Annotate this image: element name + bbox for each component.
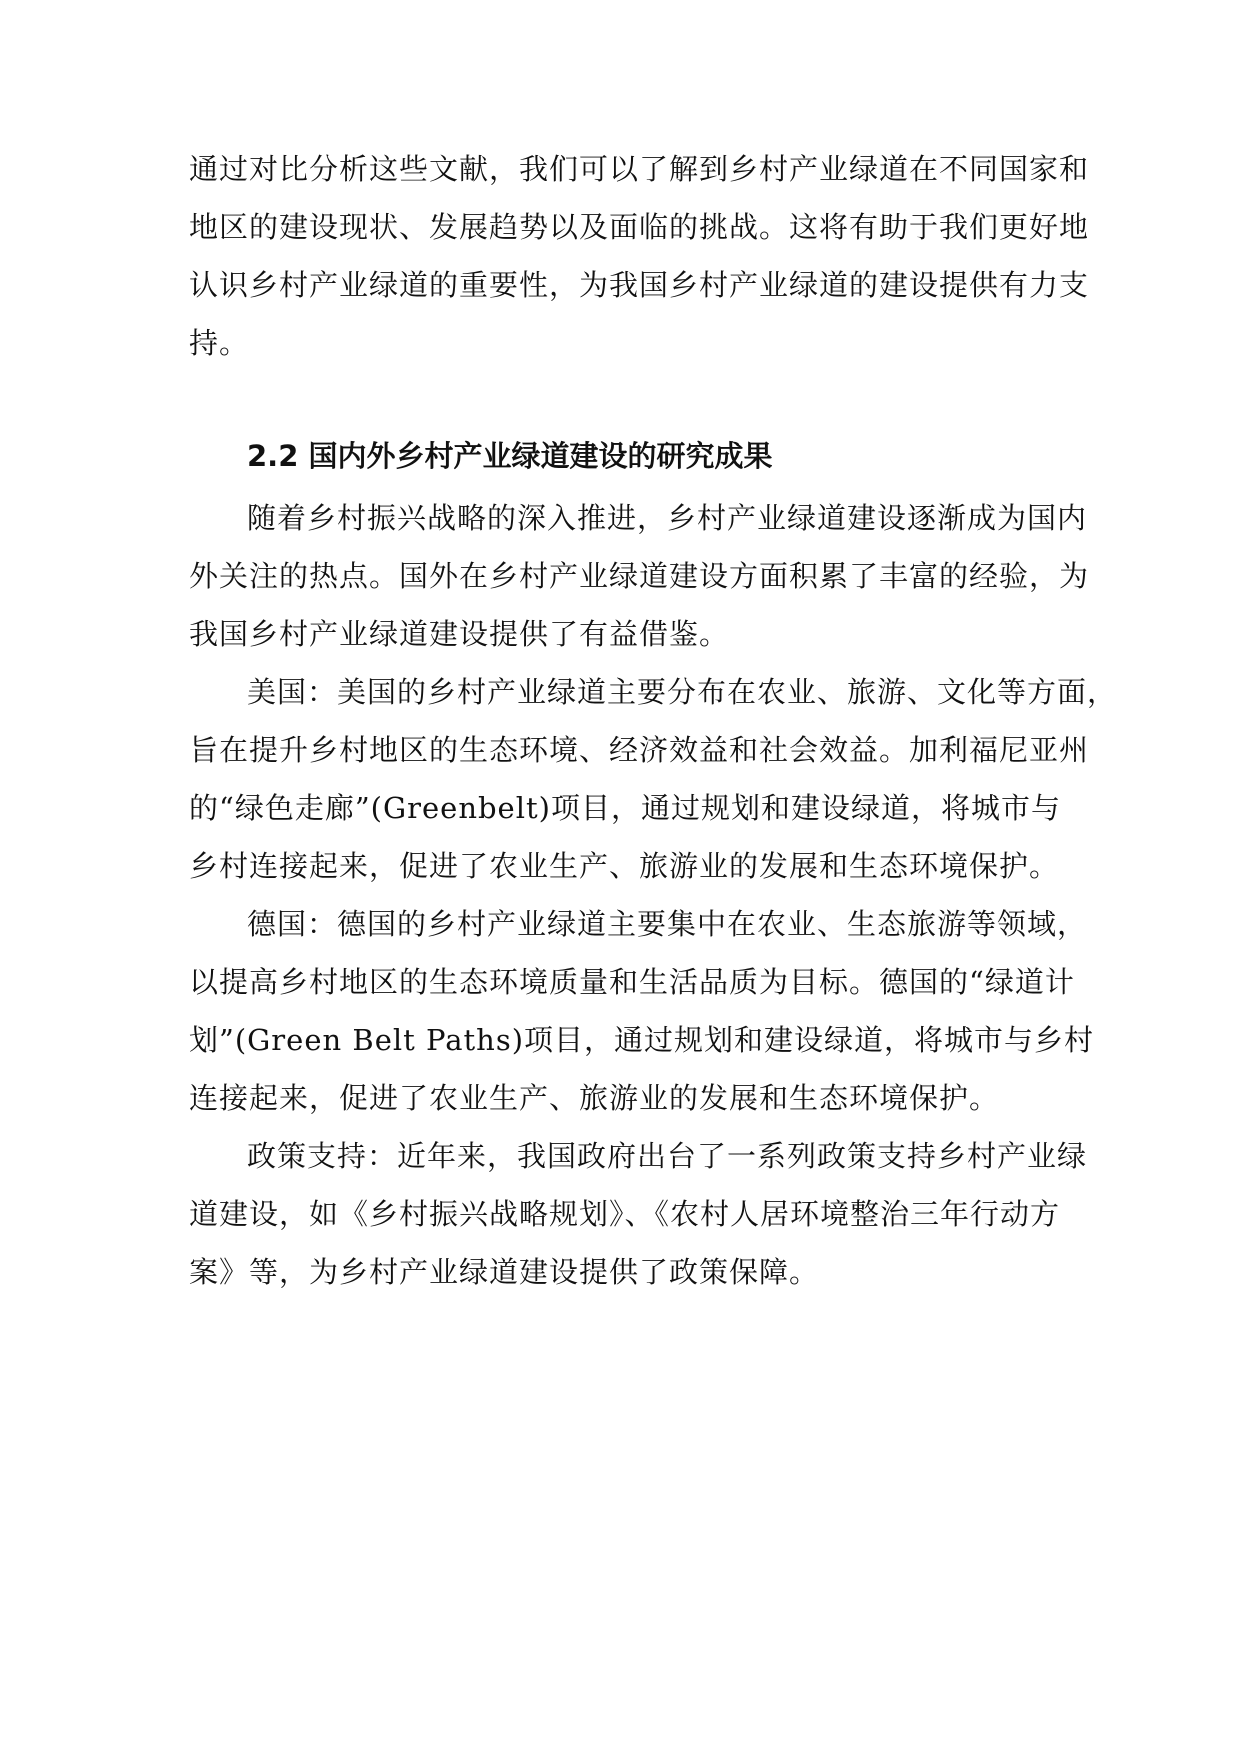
- paragraph-intro: [189, 140, 1090, 372]
- document-page: [189, 140, 1118, 1301]
- text-line: 案》等，为乡村产业绿道建设提供了政策保障。: [189, 1255, 820, 1289]
- section-heading-wrap: [189, 427, 1051, 485]
- text-line: 乡村连接起来，促进了农业生产、旅游业的发展和生态环境保护。: [189, 849, 1060, 883]
- text-line: 德国：德国的乡村产业绿道主要集中在农业、生态旅游等领域，: [247, 907, 1088, 941]
- text-line: 美国：美国的乡村产业绿道主要分布在农业、旅游、文化等方面，: [247, 675, 1118, 709]
- text-line: 旨在提升乡村地区的生态环境、经济效益和社会效益。加利福尼亚州: [189, 733, 1090, 767]
- text-line: 认识乡村产业绿道的重要性，为我国乡村产业绿道的建设提供有力支: [189, 268, 1090, 302]
- text-line: 政策支持：近年来，我国政府出台了一系列政策支持乡村产业绿: [247, 1139, 1088, 1173]
- text-line: 划”(Green Belt Paths)项目，通过规划和建设绿道，将城市与乡村: [189, 1023, 1095, 1057]
- paragraph-policy: [189, 1127, 1088, 1301]
- text-line: 以提高乡村地区的生态环境质量和生活品质为目标。德国的“绿道计: [189, 965, 1075, 999]
- text-line: 通过对比分析这些文献，我们可以了解到乡村产业绿道在不同国家和: [189, 152, 1090, 186]
- paragraph-usa: [189, 663, 1118, 895]
- text-line: 外关注的热点。国外在乡村产业绿道建设方面积累了丰富的经验，为: [189, 559, 1090, 593]
- text-line: 道建设，如《乡村振兴战略规划》、《农村人居环境整治三年行动方: [189, 1197, 1061, 1231]
- text-line: 随着乡村振兴战略的深入推进，乡村产业绿道建设逐渐成为国内: [247, 501, 1088, 535]
- text-line: 持。: [189, 326, 250, 360]
- text-line: 地区的建设现状、发展趋势以及面临的挑战。这将有助于我们更好地: [189, 210, 1090, 244]
- paragraph-overview: [189, 489, 1090, 663]
- section-heading: 2.2 国内外乡村产业绿道建设的研究成果: [247, 439, 773, 473]
- text-line: 我国乡村产业绿道建设提供了有益借鉴。: [189, 617, 730, 651]
- text-line: 的“绿色走廊”(Greenbelt)项目，通过规划和建设绿道，将城市与: [189, 791, 1061, 825]
- text-line: 连接起来，促进了农业生产、旅游业的发展和生态环境保护。: [189, 1081, 1000, 1115]
- paragraph-germany: [189, 895, 1095, 1127]
